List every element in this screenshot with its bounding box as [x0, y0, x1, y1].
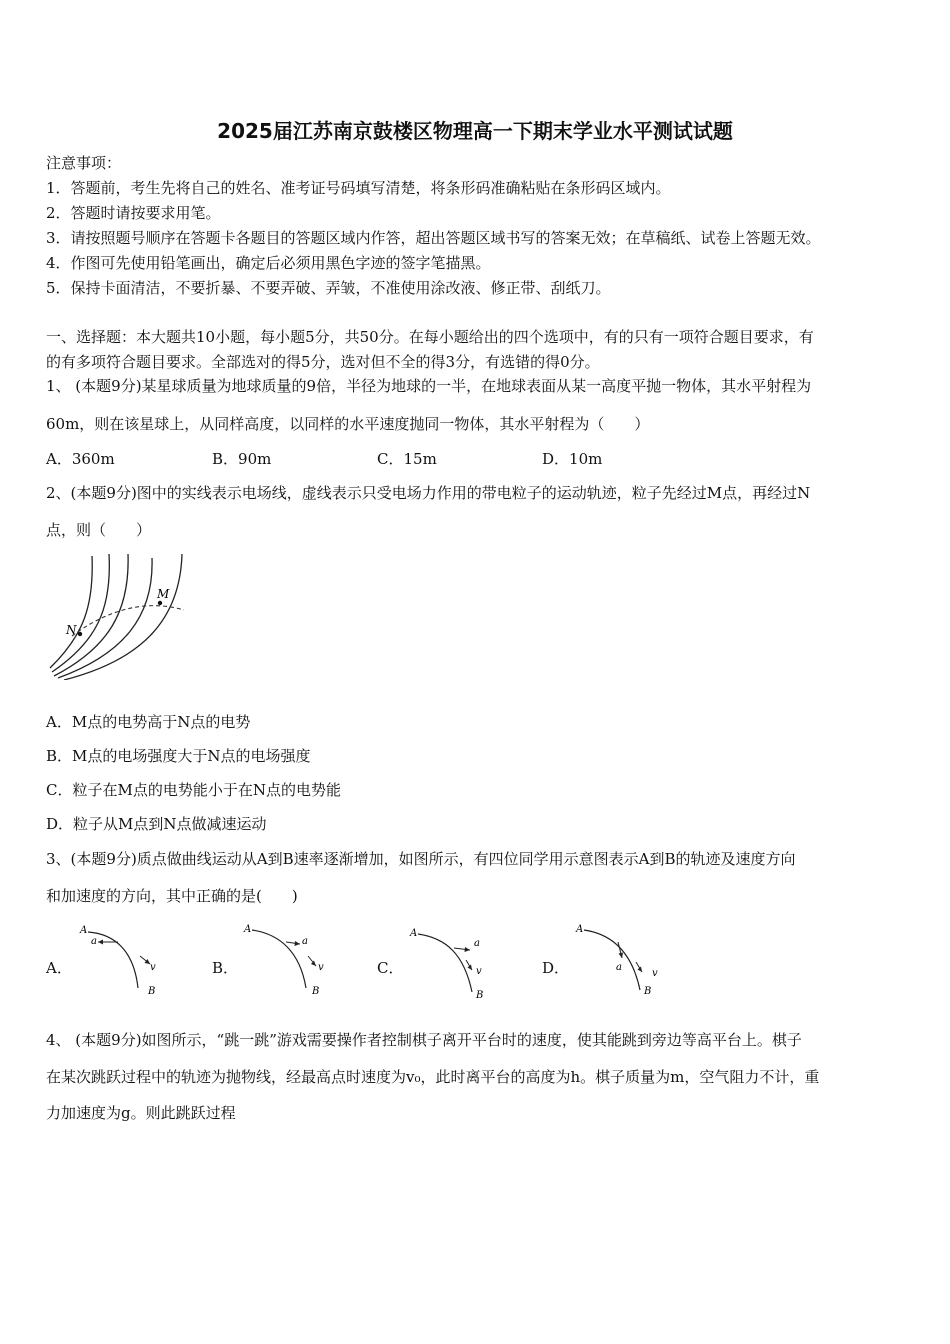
question-1-text: 1、 (本题9分)某星球质量为地球质量的9倍，半径为地球的一半，在地球表面从某一高度平抛一物体，其水平射程为 — [46, 377, 812, 395]
question-4-text: 4、 (本题9分)如图所示，“跳一跳”游戏需要操作者控制棋子离开平台时的速度，使其能跳到旁边等高平台上。棋子 — [46, 1031, 802, 1049]
question-2-text: 点，则（ ） — [46, 521, 152, 539]
question-4-text: 力加速度为g。则此跳跃过程 — [46, 1104, 236, 1122]
q2-option-a: A．M点的电势高于N点的电势 — [46, 713, 251, 731]
field-line — [64, 554, 182, 680]
svg-text:B: B — [476, 990, 484, 1000]
svg-text:B: B — [148, 986, 156, 997]
svg-text:v: v — [318, 962, 324, 973]
q1-option-d: D．10m — [542, 450, 603, 468]
notice-item: 1．答题前，考生先将自己的姓名、准考证号码填写清楚，将条形码准确粘贴在条形码区域内。 — [46, 179, 671, 197]
point-m — [158, 601, 162, 605]
svg-text:v: v — [652, 968, 658, 979]
notice-item: 4．作图可先使用铅笔画出，确定后必须用黑色字迹的签字笔描黑。 — [46, 254, 491, 272]
field-line — [54, 554, 128, 676]
svg-text:a: a — [91, 936, 97, 947]
question-3-text: 3、(本题9分)质点做曲线运动从A到B速率逐渐增加，如图所示，有四位同学用示意图表示A到B的轨迹及速度方向 — [46, 850, 796, 868]
q2-option-d: D．粒子从M点到N点做减速运动 — [46, 815, 267, 833]
q2-option-b: B．M点的电场强度大于N点的电场强度 — [46, 747, 311, 765]
label-n: N — [66, 623, 77, 637]
svg-text:v: v — [150, 962, 156, 973]
q2-option-c: C．粒子在M点的电势能小于在N点的电势能 — [46, 781, 341, 799]
page-title: 2025届江苏南京鼓楼区物理高一下期末学业水平测试试题 — [217, 119, 733, 143]
question-3-text: 和加速度的方向，其中正确的是( ) — [46, 887, 298, 905]
section-intro: 的有多项符合题目要求。全部选对的得5分，选对但不全的得3分，有选错的得0分。 — [46, 353, 600, 371]
svg-text:A: A — [576, 924, 584, 935]
q3-diagram-d — [570, 922, 670, 998]
notice-item: 5．保持卡面清洁，不要折暴、不要弄破、弄皱，不准使用涂改液、修正带、刮纸刀。 — [46, 279, 611, 297]
svg-text:a: a — [302, 936, 308, 947]
q3-diagram-a — [76, 922, 166, 998]
electric-field-figure — [44, 550, 204, 680]
q3-option-a: A． — [46, 959, 72, 977]
svg-text:B: B — [644, 986, 652, 997]
svg-text:A: A — [244, 924, 252, 935]
svg-text:A: A — [80, 925, 88, 936]
svg-text:B: B — [312, 986, 320, 997]
notice-item: 2．答题时请按要求用笔。 — [46, 204, 221, 222]
svg-text:v: v — [476, 966, 482, 977]
svg-text:a: a — [616, 962, 622, 973]
q3-option-d: D． — [542, 959, 570, 977]
field-line — [52, 554, 109, 672]
question-1-text: 60m，则在该星球上，从同样高度，以同样的水平速度抛同一物体，其水平射程为（ ） — [46, 415, 650, 433]
svg-text:a: a — [474, 938, 480, 949]
question-4-text: 在某次跳跃过程中的轨迹为抛物线，经最高点时速度为v₀，此时离平台的高度为h。棋子质量为m，空气阻力不计，重 — [46, 1068, 820, 1086]
notice-heading: 注意事项： — [46, 154, 122, 172]
notice-item: 3．请按照题号顺序在答题卡各题目的答题区域内作答，超出答题区域书写的答案无效；在草稿纸、试卷上答题无效。 — [46, 229, 821, 247]
q3-option-b: B． — [212, 959, 239, 977]
q3-option-c: C． — [377, 959, 404, 977]
field-line — [50, 556, 92, 668]
q3-diagram-b — [240, 922, 330, 998]
trajectory-dashed — [72, 606, 184, 636]
q3-diagram-c — [404, 924, 494, 1000]
label-m: M — [157, 587, 170, 601]
svg-text:A: A — [410, 928, 418, 939]
field-line — [58, 558, 152, 678]
question-2-text: 2、(本题9分)图中的实线表示电场线，虚线表示只受电场力作用的带电粒子的运动轨迹，粒子先经过M点，再经过N — [46, 484, 811, 502]
point-n — [78, 632, 82, 636]
section-intro: 一、选择题：本大题共10小题，每小题5分，共50分。在每小题给出的四个选项中，有的只有一项符合题目要求，有 — [46, 328, 814, 346]
q1-option-b: B．90m — [212, 450, 272, 468]
q1-option-c: C．15m — [377, 450, 437, 468]
q1-option-a: A．360m — [46, 450, 115, 468]
